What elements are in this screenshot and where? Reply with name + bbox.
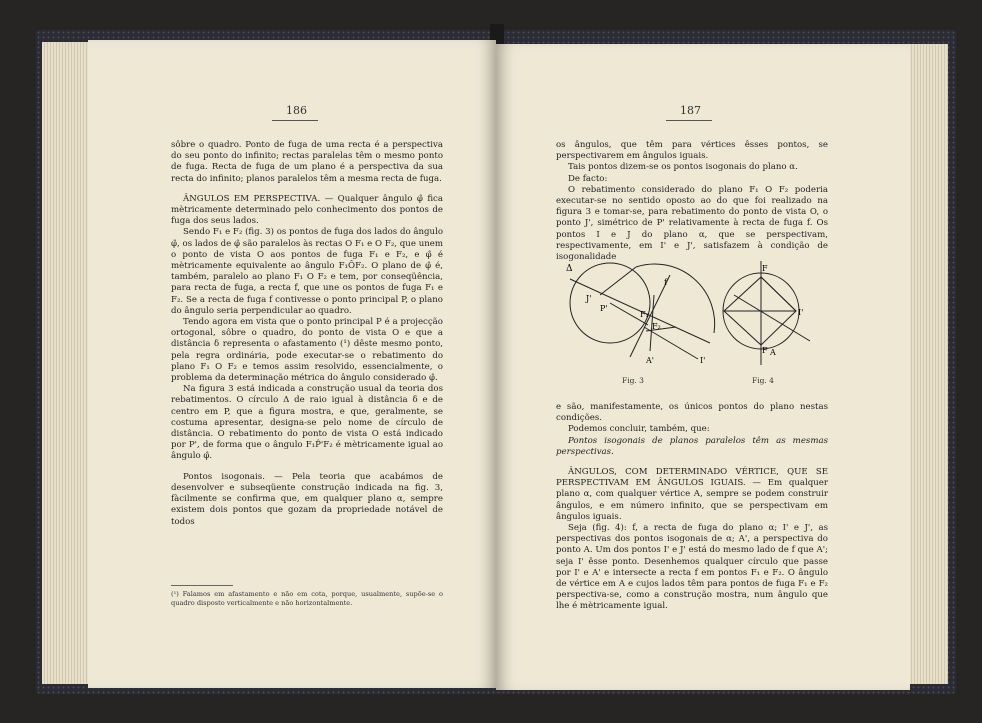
fig3-label-j-prime: J' [586,294,592,303]
fig3-label-f1: F₁ [640,310,649,319]
fig3-label-i-prime: I' [700,356,706,365]
right-page-body-bottom [556,402,828,613]
paragraph-principal-point: Tendo agora em vista que o ponto principal P é a projecção ortogonal, sôbre o quadro, do ponto de vista O e que a distância δ representa o afastamento (¹) dêste mesmo ponto, pela regra ordinária, pode executar-se o rebatimento do plano F₁ O F₂ e temos assim resolvido, essencialmente, o problema da determinação métrica do ângulo considerado φ̂. [171,317,443,384]
paragraph-de-facto: De facto: [568,173,608,184]
paragraph-equal-angles: os ângulos, que têm para vértices êsses pontos, se perspectivarem em ângulos iguais. [556,140,828,162]
fig4-caption: Fig. 4 [752,376,774,385]
fig3-label-a-prime: A' [646,356,654,365]
left-page-body [171,140,443,528]
paragraph-conclude: Podemos concluir, também, que: [568,424,710,435]
paragraph-angles-heading: ÂNGULOS EM PERSPECTIVA. — Qualquer ângulo φ̂ fica mètricamente determinado pelo conhecimento dos pontos de fuga dos seus lados. [171,193,443,227]
fig3-side-line-3 [644,327,698,359]
paragraph-vertex-angles: ÂNGULOS, COM DETERMINADO VÉRTICE, QUE SE PERSPECTIVAM EM ÂNGULOS IGUAIS. — Em qualquer plano α, com qualquer vértice A, sempre se podem construir ângulos, e em número infinito, que se perspectivam em ângulos iguais. [556,467,828,522]
fig4-label-f-bottom: F [762,346,768,355]
paragraph-fig4-construction: Seja (fig. 4): f, a recta de fuga do plano α; I' e J', as perspectivas dos pontos isogonais de α; A', a perspectiva do ponto A. Um dos pontos I' e J' está do mesmo lado de f que A'; seja I' êsse ponto. Desenhemos qualquer círculo que passe por I' e A' e intersecte a recta f em pontos F₁ e F₂. O ângulo de vértice em A e cujos lados têm para pontos de fuga F₁ e F₂ perspectiva-se, como a construção mostra, num ângulo que lhe é mètricamente igual. [556,523,828,612]
paragraph-distance-circle: Na figura 3 está indicada a construção usual da teoria dos rebatimentos. O círculo Δ de raio igual à distância δ e de centro em P, que a figura mostra, e que, geralmente, se costuma apresentar, designa-se pelo nome de círculo de distância. O rebatimento do ponto de vista O está indicado por P', de forma que o ângulo F₁P̂'F₂ é mètricamente igual ao ângulo φ̂. [171,384,443,462]
left-page-number-rule [272,120,318,121]
fig4-label-f-top: F [762,264,768,273]
figure-4 [714,255,824,375]
right-page-body-top [556,140,828,263]
right-page-number: 187 [680,104,701,117]
page-edges-left [42,42,90,684]
fig4-label-i-prime: I' [798,308,804,317]
paragraph-rebatimento: O rebatimento considerado do plano F₁ O F₂ poderia executar-se no sentido oposto ao do que foi realizado na figura 3 e tomar-se, para rebatimento do ponto de vista O, o ponto J', simétrico de P' relativamente à recta de fuga f. Os pontos I e J do plano α, que se perspectivam, respectivamente, em I' e J', satisfazem à condição de isogonalidade [556,184,828,263]
fig3-p-prime-line [600,267,636,295]
right-page-number-rule [666,120,712,121]
paragraph-isogonal-points: Pontos isogonais. — Pela teoria que acabámos de desenvolver e subseqüente construção indicada na fig. 3, fàcilmente se confirma que, em qualquer plano α, sempre existem dois pontos que gozam da propriedade notável de todos [171,471,443,527]
footnote-rule [171,585,233,586]
fig4-label-a: A [770,348,776,357]
paragraph-angles-fig3: Sendo F₁ e F₂ (fig. 3) os pontos de fuga dos lados do ângulo φ̂, os lados de φ̂ são paralelos às rectas O F₁ e O F₂, que unem o ponto de vista O aos pontos de fuga F₁ e F₂, e φ̂ é mètricamente equivalente ao ângulo F₁ÔF₂. O plano de φ̂ é, também, paralelo ao plano F₁ O F₂ e tem, por conseqüência, para recta de fuga, a recta f, que une os pontos de fuga F₁ e F₂. Se a recta de fuga f contivesse o ponto principal P, o plano do ângulo seria perpendicular ao quadro. [171,227,443,316]
figure-3 [560,255,720,375]
fig3-label-delta: Δ [566,264,573,274]
fig3-label-p-prime: P' [600,304,608,313]
left-page-number: 186 [286,104,307,117]
fig3-side-line-4 [646,327,676,331]
fig3-label-f: f [664,278,667,287]
paragraph-parallel-planes: Pontos isogonais de planos paralelos têm as mesmas perspectivas. [556,435,828,457]
fig4-side-upper [761,277,796,311]
paragraph-vanishing-point: sôbre o quadro. Ponto de fuga de uma recta é a perspectiva do seu ponto do infinito; rectas paralelas têm o mesmo ponto de fuga. Recta de fuga de um plano é a perspectiva da sua recta do infinito; planos paralelos têm a mesma recta de fuga. [171,140,443,184]
footnote: (¹) Falamos em afastamento e não em cota, porque, usualmente, supõe-se o quadro disposto verticalmente e não horizontalmente. [171,590,443,607]
fig3-label-f2: F₂ [652,322,661,331]
fig3-construction-arc [636,264,715,333]
paragraph-unique-points: e são, manifestamente, os únicos pontos do plano nestas condições. [556,402,828,424]
page-edges-right [906,44,948,684]
fig3-caption: Fig. 3 [622,376,644,385]
paragraph-isogonal-definition: Tais pontos dizem-se os pontos isogonais do plano α. [568,162,798,173]
